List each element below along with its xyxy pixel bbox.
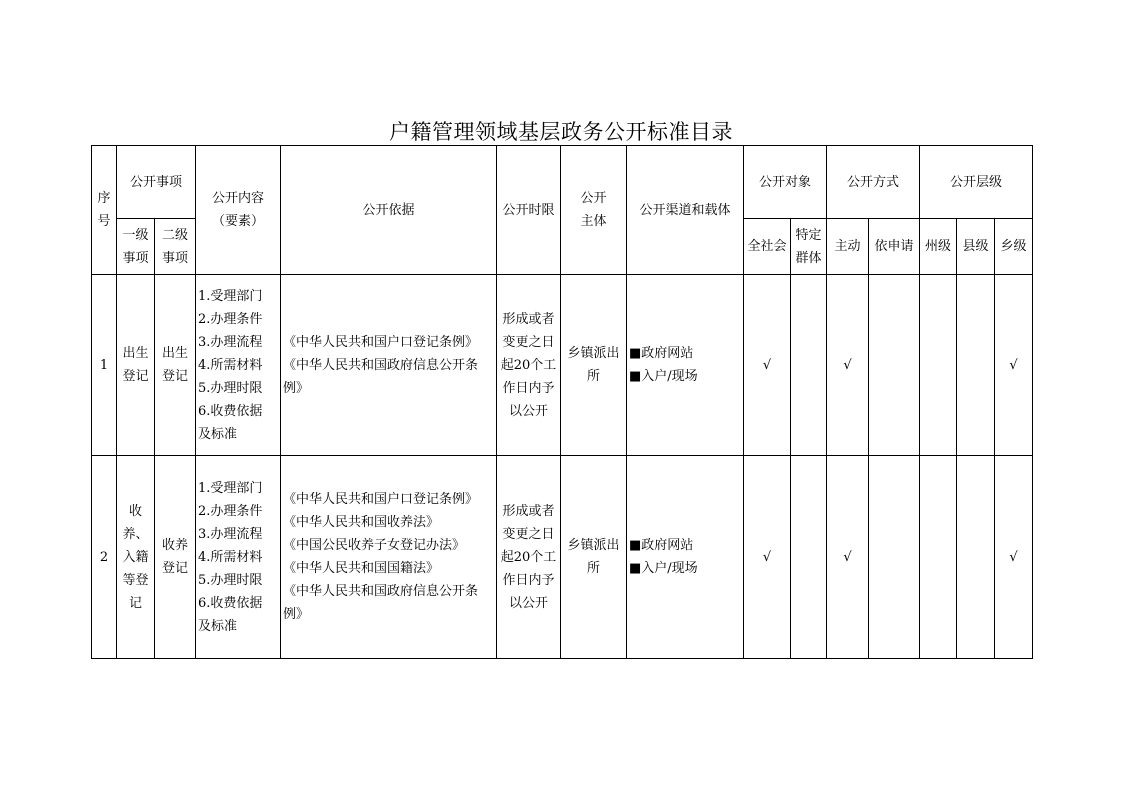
- header-level-town: 乡级: [995, 219, 1033, 275]
- header-level-county: 县级: [957, 219, 995, 275]
- row-method-apply: [869, 275, 920, 456]
- row-basis: 《中华人民共和国户口登记条例》 《中华人民共和国政府信息公开条 例》: [281, 275, 497, 456]
- row-level-town: √: [995, 456, 1033, 659]
- header-subject: 公开 主体: [561, 146, 627, 275]
- header-level-group: 公开层级: [920, 146, 1033, 219]
- row-item-l1: 收养、 入籍 等登 记: [117, 456, 155, 659]
- row-channel: ■政府网站 ■入户/现场: [627, 456, 744, 659]
- row-time: 形成或者 变更之日 起20个工 作日内予 以公开: [497, 275, 561, 456]
- row-method-apply: [869, 456, 920, 659]
- header-channel: 公开渠道和载体: [627, 146, 744, 275]
- row-item-l2: 出生 登记: [155, 275, 196, 456]
- row-target-specific: [791, 456, 827, 659]
- row-level-town: √: [995, 275, 1033, 456]
- header-item-l1: 一级 事项: [117, 219, 155, 275]
- header-basis: 公开依据: [281, 146, 497, 275]
- row-method-active: √: [827, 456, 869, 659]
- row-level-state: [920, 275, 957, 456]
- header-target-group: 公开对象: [744, 146, 827, 219]
- table-row: [92, 456, 1033, 659]
- row-content: 1.受理部门 2.办理条件 3.办理流程 4.所需材料 5.办理时限 6.收费依据 及标准: [196, 275, 281, 456]
- catalog-table: [91, 145, 1033, 659]
- row-level-county: [957, 456, 995, 659]
- header-level-state: 州级: [920, 219, 957, 275]
- row-basis: 《中华人民共和国户口登记条例》 《中华人民共和国收养法》 《中国公民收养子女登记办法》 《中华人民共和国国籍法》 《中华人民共和国政府信息公开条 例》: [281, 456, 497, 659]
- header-target-all: 全社会: [744, 219, 791, 275]
- row-level-county: [957, 275, 995, 456]
- row-target-all: √: [744, 456, 791, 659]
- header-row-1: [92, 146, 1033, 219]
- row-target-all: √: [744, 275, 791, 456]
- row-item-l2: 收养 登记: [155, 456, 196, 659]
- row-time: 形成或者 变更之日 起20个工 作日内予 以公开: [497, 456, 561, 659]
- row-channel: ■政府网站 ■入户/现场: [627, 275, 744, 456]
- row-subject: 乡镇派出 所: [561, 275, 627, 456]
- header-item-l2: 二级 事项: [155, 219, 196, 275]
- header-method-group: 公开方式: [827, 146, 920, 219]
- row-level-state: [920, 456, 957, 659]
- header-content: 公开内容 （要素）: [196, 146, 281, 275]
- row-item-l1: 出生 登记: [117, 275, 155, 456]
- header-seq: 序 号: [92, 146, 117, 275]
- header-target-specific: 特定 群体: [791, 219, 827, 275]
- table-row: [92, 275, 1033, 456]
- row-content: 1.受理部门 2.办理条件 3.办理流程 4.所需材料 5.办理时限 6.收费依据 及标准: [196, 456, 281, 659]
- header-time: 公开时限: [497, 146, 561, 275]
- row-subject: 乡镇派出 所: [561, 456, 627, 659]
- header-method-apply: 依申请: [869, 219, 920, 275]
- page-title: 户籍管理领域基层政务公开标准目录: [389, 120, 733, 144]
- header-method-active: 主动: [827, 219, 869, 275]
- row-seq: 2: [92, 456, 117, 659]
- row-target-specific: [791, 275, 827, 456]
- row-method-active: √: [827, 275, 869, 456]
- row-seq: 1: [92, 275, 117, 456]
- header-item-group: 公开事项: [117, 146, 196, 219]
